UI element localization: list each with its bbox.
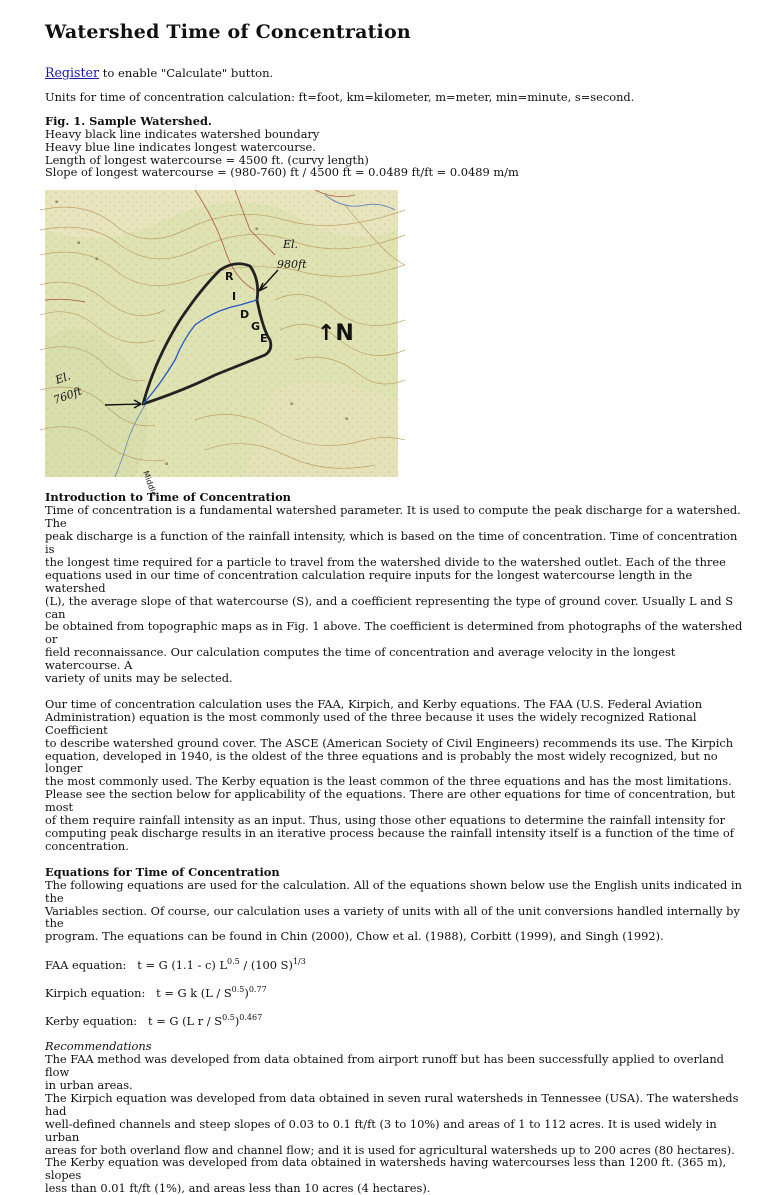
intro-line: (L), the average slope of that watercourse (S), and a coefficient representing the type of ground cover. Usually L and S can: [45, 593, 734, 621]
register-note: to enable "Calculate" button.: [99, 66, 274, 80]
kirpich-equation: [45, 984, 746, 1000]
usage-line: concentration.: [45, 838, 129, 853]
equations-title: Equations for Time of Concentration: [45, 864, 280, 879]
recommendations-line: in urban areas.: [45, 1077, 133, 1092]
recommendations-line: The Kirpich equation was developed from data obtained in seven rural watersheds in Tennessee (USA). The watersheds had: [45, 1090, 739, 1118]
register-line: [45, 67, 746, 80]
equations-section: [45, 866, 746, 943]
recommendations-section: [45, 1040, 746, 1195]
map-label-top-el: El.: [283, 238, 299, 252]
ridge-letter: G: [251, 320, 261, 334]
kirpich-formula: t = G k (L / S: [156, 986, 232, 1001]
figure-line: Heavy blue line indicates longest watercourse.: [45, 139, 316, 154]
intro-line: the longest time required for a particle to travel from the watershed divide to the watershed outlet. Each of the three: [45, 554, 726, 569]
kirpich-exp1: 0.5: [231, 985, 245, 995]
svg-text:▪: ▪: [345, 416, 349, 423]
register-link[interactable]: Register: [45, 65, 100, 80]
usage-line: Our time of concentration calculation uses the FAA, Kirpich, and Kerby equations. The FAA (U.S. Federal Aviation: [45, 696, 703, 711]
svg-text:▪: ▪: [77, 240, 81, 247]
usage-line: to describe watershed ground cover. The ASCE (American Society of Civil Engineers) recommends its use. The Kirpich: [45, 735, 734, 750]
figure-caption: [45, 115, 746, 180]
equations-line: Variables section. Of course, our calculation uses a variety of units with all of the unit conversions handled internally by the: [45, 903, 740, 931]
intro-line: equations used in our time of concentration calculation require inputs for the longest watercourse length in the watershed: [45, 567, 693, 595]
page-title: Watershed Time of Concentration: [45, 21, 411, 43]
intro-line: variety of units may be selected.: [45, 671, 233, 686]
intro-title: Introduction to Time of Concentration: [45, 490, 291, 505]
kirpich-label: Kirpich equation:: [45, 986, 146, 1001]
faa-exp2: 1/3: [292, 957, 306, 967]
figure-line: Length of longest watercourse = 4500 ft. (curvy length): [45, 152, 369, 167]
faa-formula: t = G (1.1 - c) L: [137, 958, 228, 973]
intro-line: Time of concentration is a fundamental watershed parameter. It is used to compute the peak discharge for a watershed. The: [45, 503, 741, 531]
usage-line: Administration) equation is the most commonly used of the three because it uses the widely recognized Rational Coefficient: [45, 709, 697, 737]
north-arrow-icon: ↑N: [317, 321, 354, 347]
usage-line: Please see the section below for applicability of the equations. There are other equations for time of concentration, but most: [45, 787, 736, 815]
faa-formula-mid: / (100 S): [239, 958, 293, 973]
svg-text:▪: ▪: [290, 401, 294, 408]
recommendations-line: well-defined channels and steep slopes of 0.03 to 0.1 ft/ft (3 to 10%) and areas of 1 to 112 acres. It is used widely in urban: [45, 1116, 717, 1144]
svg-text:▪: ▪: [95, 256, 99, 263]
equations-line: The following equations are used for the calculation. All of the equations shown below use the English units indicated in the: [45, 877, 742, 905]
map-label-top-elevation: 980ft: [277, 258, 307, 272]
units-note: Units for time of concentration calculation: ft=foot, km=kilometer, m=meter, min=minute, s=second.: [45, 89, 635, 104]
recommendations-line: less than 0.01 ft/ft (1%), and areas less than 10 acres (4 hectares).: [45, 1181, 431, 1195]
recommendations-line: The Kerby equation was developed from data obtained in watersheds having watercourses less than 1200 ft. (365 m), slopes: [45, 1155, 727, 1183]
map-label-middle: Middle: [141, 469, 159, 498]
equations-line: program. The equations can be found in Chin (2000), Chow et al. (1988), Corbitt (1999), and Singh (1992).: [45, 929, 664, 944]
intro-line: be obtained from topographic maps as in Fig. 1 above. The coefficient is determined from photographs of the watershed or: [45, 619, 743, 647]
kerby-formula-mid: ): [234, 1014, 240, 1029]
kerby-formula: t = G (L r / S: [148, 1014, 223, 1029]
intro-line: field reconnaissance. Our calculation computes the time of concentration and average velocity in the longest watercourse. A: [45, 645, 676, 673]
svg-text:▪: ▪: [165, 461, 169, 468]
faa-exp1: 0.5: [227, 957, 240, 967]
intro-line: peak discharge is a function of the rainfall intensity, which is based on the time of concentration. Time of concentration is: [45, 529, 738, 556]
map-label-bottom-elevation: 760ft: [51, 384, 84, 408]
ridge-letter: R: [225, 270, 234, 284]
kirpich-exp2: 0.77: [248, 985, 267, 995]
svg-text:▪: ▪: [255, 226, 259, 233]
usage-line: equation, developed in 1940, is the oldest of the three equations and is probably the most widely recognized, but no longer: [45, 748, 718, 776]
usage-section: [45, 698, 746, 853]
recommendations-line: areas for both overland flow and channel flow; and it is used for agricultural watersheds up to 200 acres (80 hectares).: [45, 1142, 735, 1157]
figure-line: Heavy black line indicates watershed boundary: [45, 126, 320, 141]
usage-line: computing peak discharge results in an iterative process because the rainfall intensity itself is a function of the time of: [45, 826, 734, 840]
usage-line: the most commonly used. The Kerby equation is the least common of the three equations and has the most limitations.: [45, 774, 732, 789]
svg-text:▪: ▪: [55, 199, 59, 206]
map-label-bottom-el: El.: [53, 369, 73, 388]
kerby-exp2: 0.467: [239, 1013, 263, 1023]
ridge-letter: E: [260, 332, 268, 346]
faa-equation: [45, 956, 746, 972]
usage-line: of them require rainfall intensity as an input. Thus, using those other equations to determine the rainfall intensity for: [45, 813, 726, 828]
figure-title: Fig. 1. Sample Watershed.: [45, 113, 212, 128]
kirpich-formula-mid: ): [244, 986, 249, 1001]
ridge-letter: I: [232, 290, 237, 304]
intro-section: [45, 491, 746, 685]
faa-label: FAA equation:: [45, 958, 127, 973]
recommendations-title: Recommendations: [45, 1039, 152, 1054]
figure-line: Slope of longest watercourse = (980-760) ft / 4500 ft = 0.0489 ft/ft = 0.0489 m/m: [45, 165, 519, 180]
recommendations-line: The FAA method was developed from data obtained from airport runoff but has been successfully applied to overland flow: [45, 1052, 724, 1080]
kerby-exp1: 0.5: [222, 1013, 235, 1023]
kerby-label: Kerby equation:: [45, 1014, 138, 1029]
ridge-letter: D: [240, 308, 250, 322]
kerby-equation: [45, 1012, 746, 1028]
